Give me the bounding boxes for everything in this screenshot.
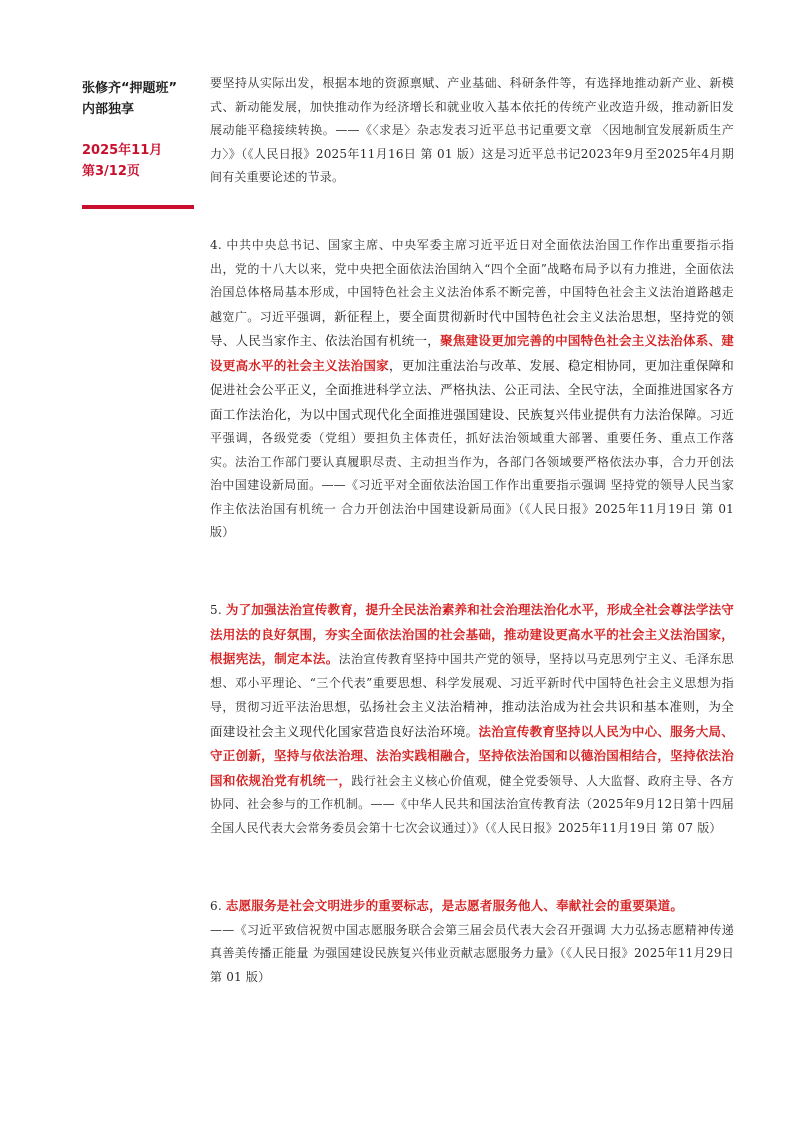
date-page-label <box>82 140 194 182</box>
paragraph-intro: 中共中央总书记、国家主席、中央军委主席习近平近日对全面依法治国工作作出重要指示指出，党的十八大以来，党中央把全面依法治国纳入“四个全面”战略布局予以有力推进，全面依法治国总体格局基本形成，中国特色社会主义法治体系不断完善，中国特色社会主义法治道路越走越宽广。习近平强调， <box>210 238 735 324</box>
paragraph-continued <box>210 72 734 190</box>
paragraph-text: 法治宣传教育坚持中国共产党的领导，坚持以马克思列宁主义、毛泽东思想、邓小平理论、“三个代表”重要思想、科学发展观、习近平新时代中国特色社会主义思想为指导，贯彻习近平法治思想， <box>210 652 734 714</box>
paragraph-4 <box>210 234 734 545</box>
brand-line-2: 内部独享 <box>82 102 135 117</box>
brand-line-1: 张修齐“押题班” <box>82 81 178 96</box>
paragraph-5 <box>210 598 734 840</box>
item-number: 6. <box>210 899 222 913</box>
highlight-text: 聚焦建设更加完善的中国特色社会主义法治体系、建设更高水平的社会主义法治国家 <box>210 333 734 373</box>
emphasis-text: 新征程上，要全面贯彻新时代中国特色社会主义法治思想，坚持党的领导、人民当家作主、依法治国有机统一， <box>210 308 734 348</box>
date-line: 2025年11月 <box>82 143 163 158</box>
main-content <box>210 72 735 984</box>
highlight-text: 为了加强法治宣传教育，提升全民法治素养和社会治理法治化水平，形成全社会尊法学法守法用法的良好氛围，夯实全面依法治国的社会基础，推动建设更高水平的社会主义法治国家，根据宪法，制定本法。 <box>210 602 734 666</box>
brand-title <box>82 78 194 120</box>
page-number: 第3/12页 <box>82 164 140 179</box>
highlight-text: 志愿服务是社会文明进步的重要标志，是志愿者服务他人、奉献社会的重要渠道。 <box>225 898 684 913</box>
emphasis-text: ，更加注重法治与改革、发展、稳定相协同，更加注重保障和促进社会公平正义，全面推进科学立法、严格执法、公正司法、全民守法，全面推进国家各方面工作法治化，为以中国式现代化全面推进强国建设、民族复兴伟业提供有力法治保障。 <box>210 357 734 422</box>
sidebar-divider <box>82 205 194 209</box>
emphasis-text: 弘扬社会主义法治精神，推动法治成为社会共识和基本准则，为全面建设社会主义现代化国家营造良好法治环境。 <box>210 699 734 739</box>
paragraph-text: 要坚持从实际出发，根据本地的资源禀赋、产业基础、科研条件等，有选择地推动新产业、新模式、新动能发展，加快推动作为经济增长和就业收入基本依托的传统产业改造升级，推动新旧发展动能平稳接续转换。——《〈求是〉杂志发表习近平总书记重要文章 〈因地制宜发展新质生产力〉》（《人民日报》2025年11月16日 第 01 版）这是习近平总书记2023年9月至2025年4月期间有关重要论述的节录。 <box>210 76 734 184</box>
highlight-text: 法治宣传教育坚持以人民为中心、服务大局、守正创新，坚持与依法治理、法治实践相融合，坚持依法治国和以德治国相结合，坚持依法治国和依规治党有机统一， <box>210 723 734 788</box>
paragraph-outro: 习近平强调，各级党委（党组）要担负主体责任，抓好法治领域重大部署、重要任务、重点工作落实。法治工作部门要认真履职尽责、主动担当作为，各部门各领域要严格依法办事，合力开创法治中国建设新局面。——《习近平对全面依法治国工作作出重要指示强调 坚持党的领导人民当家作主依法治国有机统一 合力开创法治中国建设新局面》（《人民日报》2025年11月19日 第 01 版） <box>210 407 734 539</box>
paragraph-text: 践行社会主义核心价值观，健全党委领导、人大监督、政府主导、各方协同、社会参与的工作机制。——《中华人民共和国法治宣传教育法（2025年9月12日第十四届全国人民代表大会常务委员会第十七次会议通过）》（《人民日报》2025年11月19日 第 07 版） <box>210 773 735 835</box>
item-number: 5. <box>210 603 222 617</box>
sidebar <box>82 78 194 182</box>
item-number: 4. <box>210 238 222 252</box>
paragraph-text: ——《习近平致信祝贺中国志愿服务联合会第三届会员代表大会召开强调 大力弘扬志愿精神传递真善美传播正能量 为强国建设民族复兴伟业贡献志愿服务力量》（《人民日报》2025年11月29日 第 01 版） <box>210 922 734 984</box>
paragraph-6 <box>210 894 734 989</box>
